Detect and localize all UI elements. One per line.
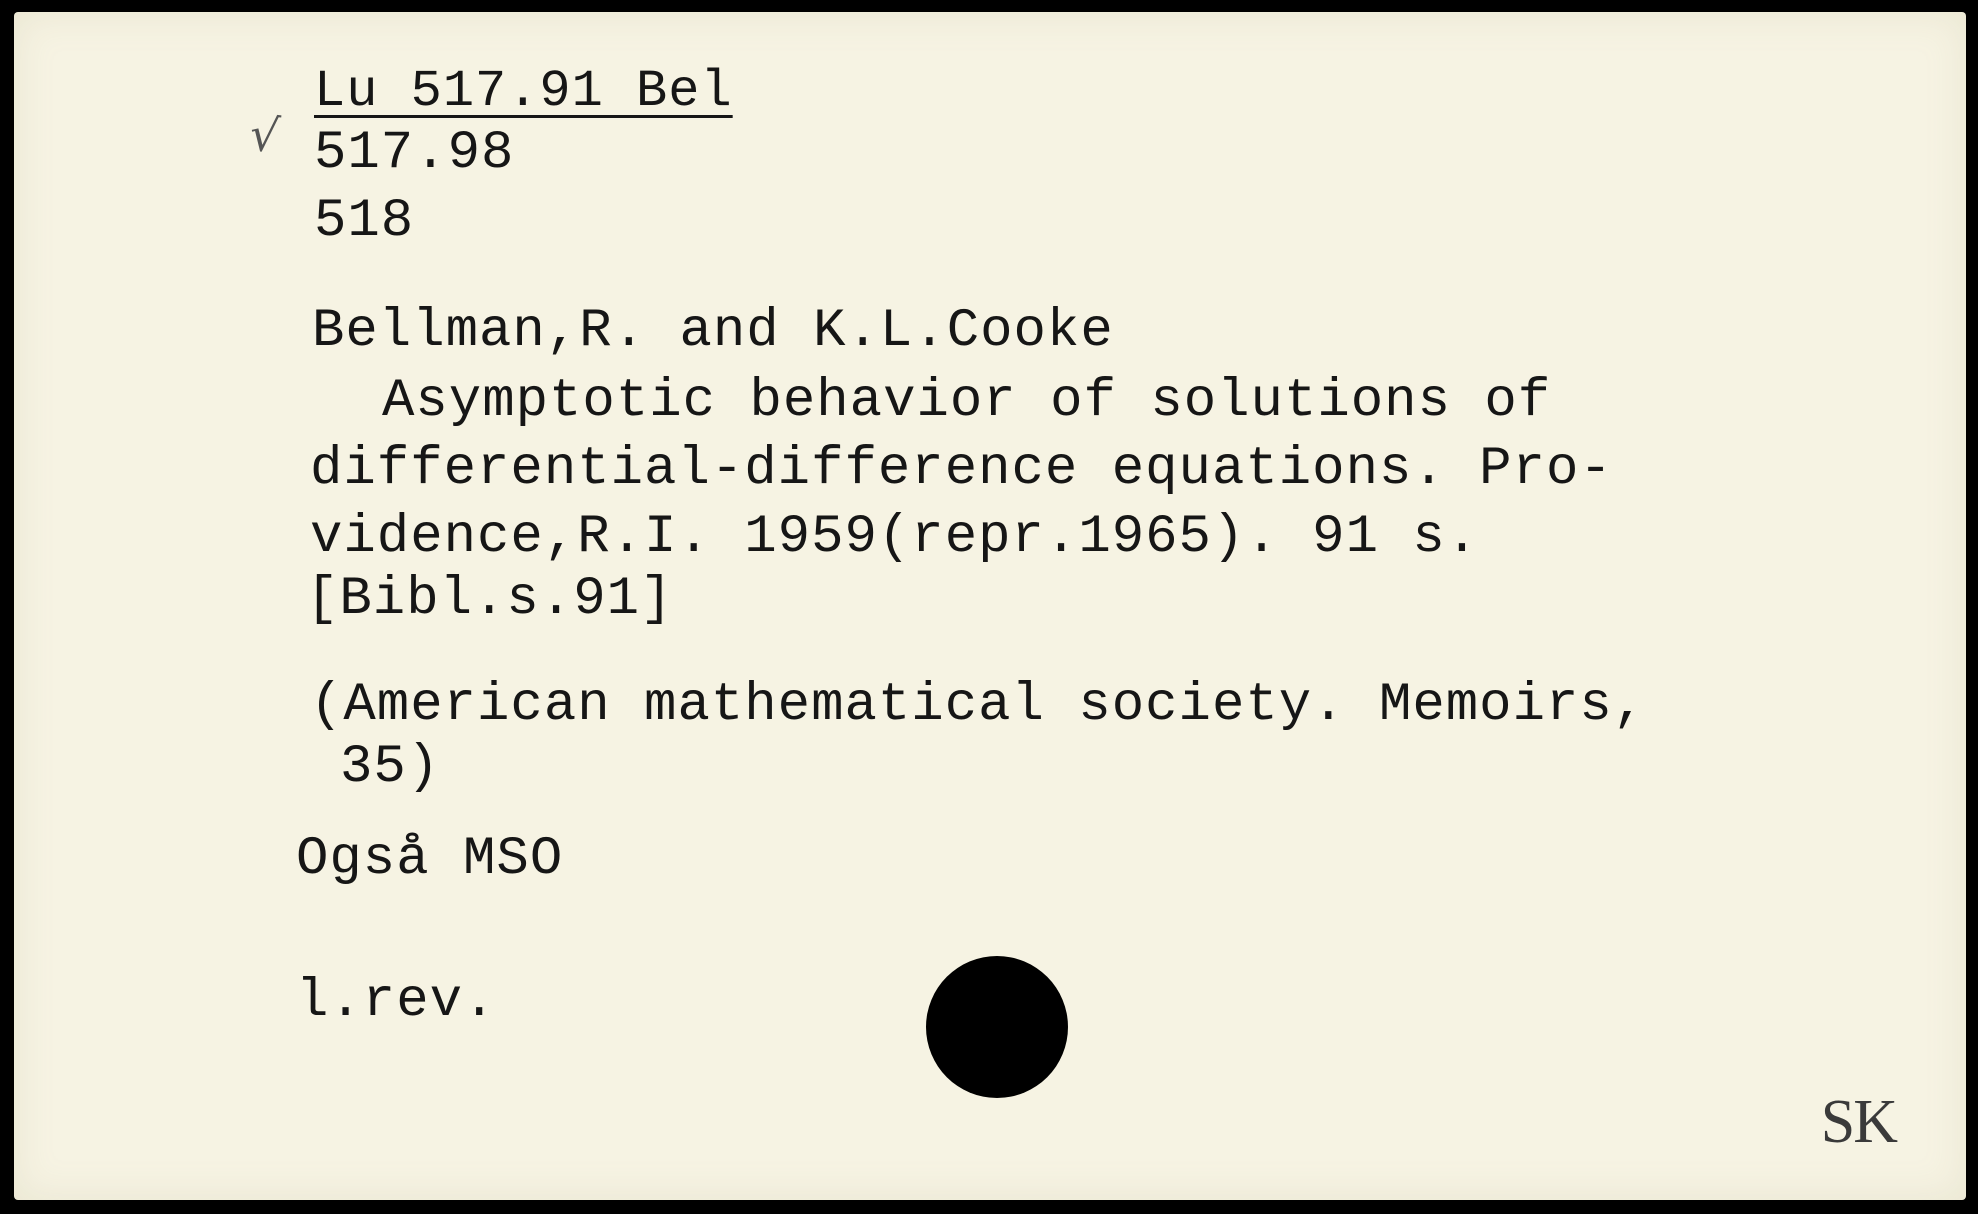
description-line: Asymptotic behavior of solutions of	[382, 371, 1552, 432]
classification-1: 517.98	[314, 123, 515, 184]
description-line: vidence,R.I. 1959(repr.1965). 91 s.	[310, 507, 1480, 568]
call-number: Lu 517.91 Bel	[314, 62, 733, 121]
punch-hole	[926, 956, 1068, 1098]
check-mark: √	[247, 106, 283, 164]
bibliography-note: [Bibl.s.91]	[306, 569, 674, 630]
classification-2: 518	[314, 191, 415, 252]
stamp: SK	[1820, 1088, 1896, 1156]
also-note: Også MSO	[296, 829, 564, 890]
series-line: 35)	[340, 737, 441, 798]
description-line: differential-difference equations. Pro-	[310, 439, 1613, 500]
series-line: (American mathematical society. Memoirs,	[310, 675, 1647, 736]
authors: Bellman,R. and K.L.Cooke	[312, 301, 1114, 362]
revision-note: l.rev.	[296, 971, 497, 1032]
catalog-card	[14, 12, 1966, 1200]
